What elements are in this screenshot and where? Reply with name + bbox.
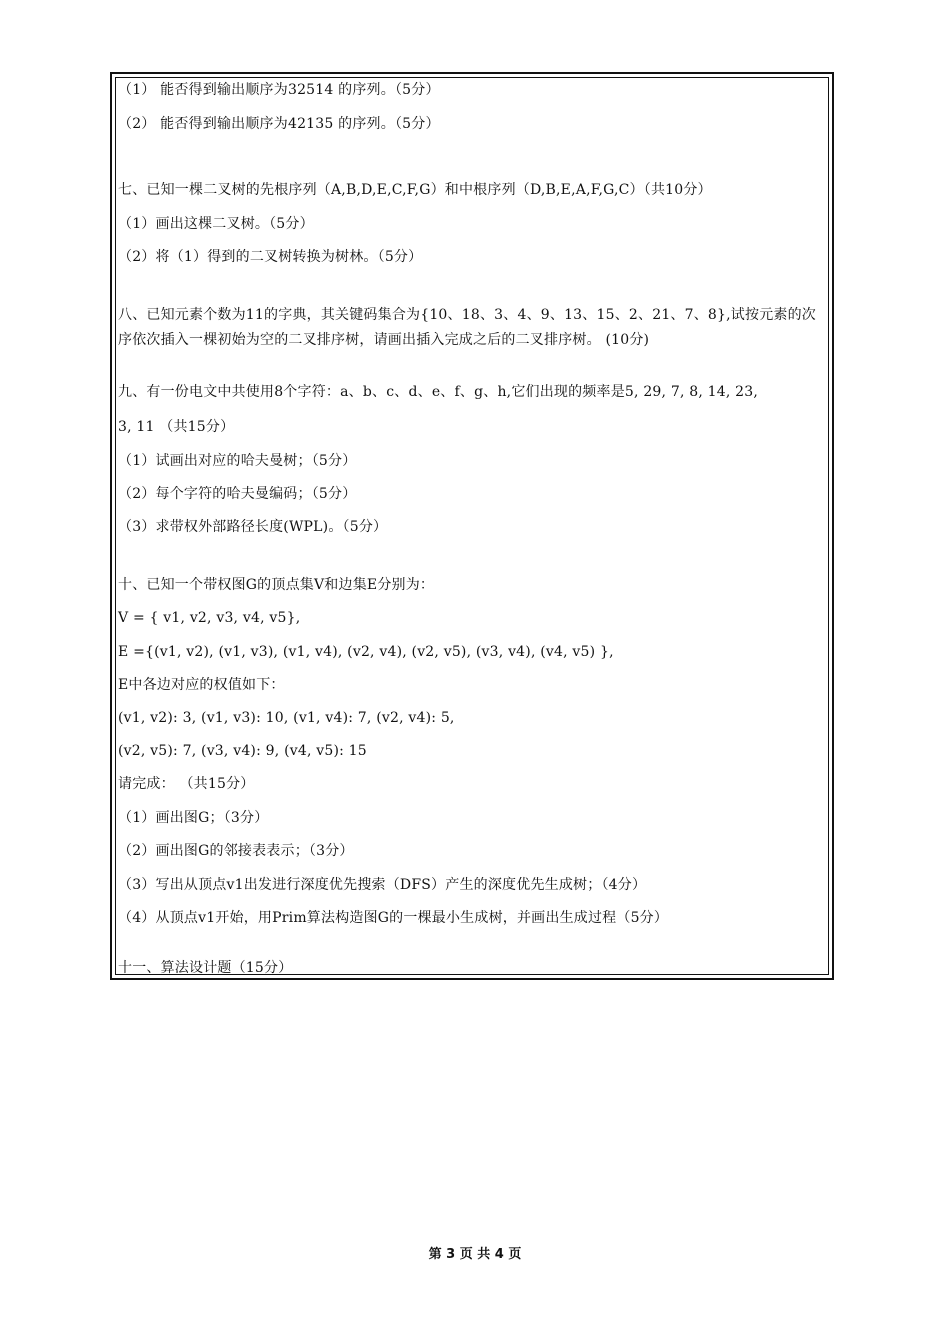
q10-sub3: （3）写出从顶点v1出发进行深度优先搜索（DFS）产生的深度优先生成树；（4分） [118, 877, 647, 893]
q9-sub3: （3）求带权外部路径长度(WPL)。（5分） [118, 519, 388, 535]
q10-e-set: E ={(v1, v2), (v1, v3), (v1, v4), (v2, v4), (v2, v5), (v3, v4), (v4, v5) }, [118, 644, 614, 660]
q10-weights-2: (v2, v5): 7, (v3, v4): 9, (v4, v5): 15 [118, 743, 367, 759]
q8-line2: 序依次插入一棵初始为空的二叉排序树，请画出插入完成之后的二叉排序树。 (10分) [118, 332, 650, 348]
q10-complete: 请完成： （共15分） [118, 776, 255, 792]
q10-sub1: （1）画出图G；（3分） [118, 810, 269, 826]
q9-line2: 3, 11 （共15分） [118, 419, 235, 435]
q10-sub4: （4）从顶点v1开始，用Prim算法构造图G的一棵最小生成树，并画出生成过程（5分） [118, 910, 669, 926]
page-number-footer: 第 3 页 共 4 页 [428, 1247, 522, 1262]
q6-sub2: （2） 能否得到输出顺序为42135 的序列。（5分） [118, 116, 440, 132]
q10-weights-1: (v1, v2): 3, (v1, v3): 10, (v1, v4): 7, (v2, v4): 5, [118, 710, 455, 726]
q7-sub1: （1）画出这棵二叉树。（5分） [118, 216, 314, 232]
q8-line1: 八、已知元素个数为11的字典，其关键码集合为{10、18、3、4、9、13、15、2、21、7、8},试按元素的次 [118, 307, 816, 323]
q7-sub2: （2）将（1）得到的二叉树转换为树林。（5分） [118, 249, 423, 265]
q10-sub2: （2）画出图G的邻接表表示；（3分） [118, 843, 354, 859]
q10-weights-intro: E中各边对应的权值如下： [118, 677, 285, 693]
q7-title: 七、已知一棵二叉树的先根序列（A,B,D,E,C,F,G）和中根序列（D,B,E,A,F,G,C）（共10分） [118, 182, 712, 198]
q9-sub1: （1）试画出对应的哈夫曼树；（5分） [118, 453, 357, 469]
q10-v-set: V = { v1, v2, v3, v4, v5}, [118, 610, 301, 626]
q9-sub2: （2）每个字符的哈夫曼编码；（5分） [118, 486, 357, 502]
q6-sub1: （1） 能否得到输出顺序为32514 的序列。（5分） [118, 82, 440, 98]
q9-line1: 九、有一份电文中共使用8个字符：a、b、c、d、e、f、g、h,它们出现的频率是5, 29, 7, 8, 14, 23, [118, 384, 759, 400]
q10-title: 十、已知一个带权图G的顶点集V和边集E分别为： [118, 577, 435, 593]
q11-title: 十一、算法设计题（15分） [118, 960, 293, 976]
